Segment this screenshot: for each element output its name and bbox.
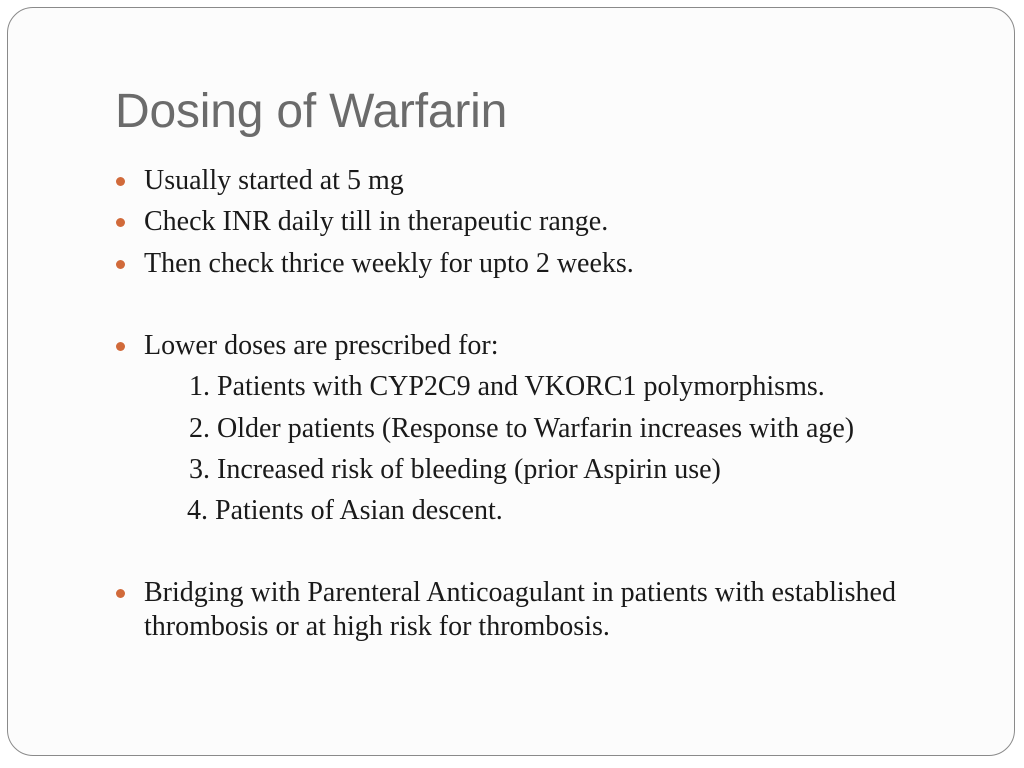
bullet-item-line-2: thrombosis or at high risk for thrombosis. xyxy=(144,611,610,642)
bullet-marker-icon xyxy=(116,589,125,598)
sub-list-item: 2. Older patients (Response to Warfarin increases with age) xyxy=(189,413,855,444)
bullet-item: Lower doses are prescribed for: xyxy=(144,330,499,361)
sub-list-item: 3. Increased risk of bleeding (prior Aspirin use) xyxy=(189,454,721,485)
bullet-marker-icon xyxy=(116,260,125,269)
bullet-marker-icon xyxy=(116,218,125,227)
sub-list-item: 4. Patients of Asian descent. xyxy=(187,495,503,526)
bullet-marker-icon xyxy=(116,177,125,186)
bullet-item: Usually started at 5 mg xyxy=(144,165,404,196)
sub-list-item: 1. Patients with CYP2C9 and VKORC1 polymorphisms. xyxy=(189,371,825,402)
bullet-marker-icon xyxy=(116,342,125,351)
bullet-item: Then check thrice weekly for upto 2 weeks. xyxy=(144,248,634,279)
bullet-item: Check INR daily till in therapeutic range. xyxy=(144,206,609,237)
slide-title: Dosing of Warfarin xyxy=(115,85,508,138)
bullet-item-line-1: Bridging with Parenteral Anticoagulant in patients with established xyxy=(144,577,896,608)
